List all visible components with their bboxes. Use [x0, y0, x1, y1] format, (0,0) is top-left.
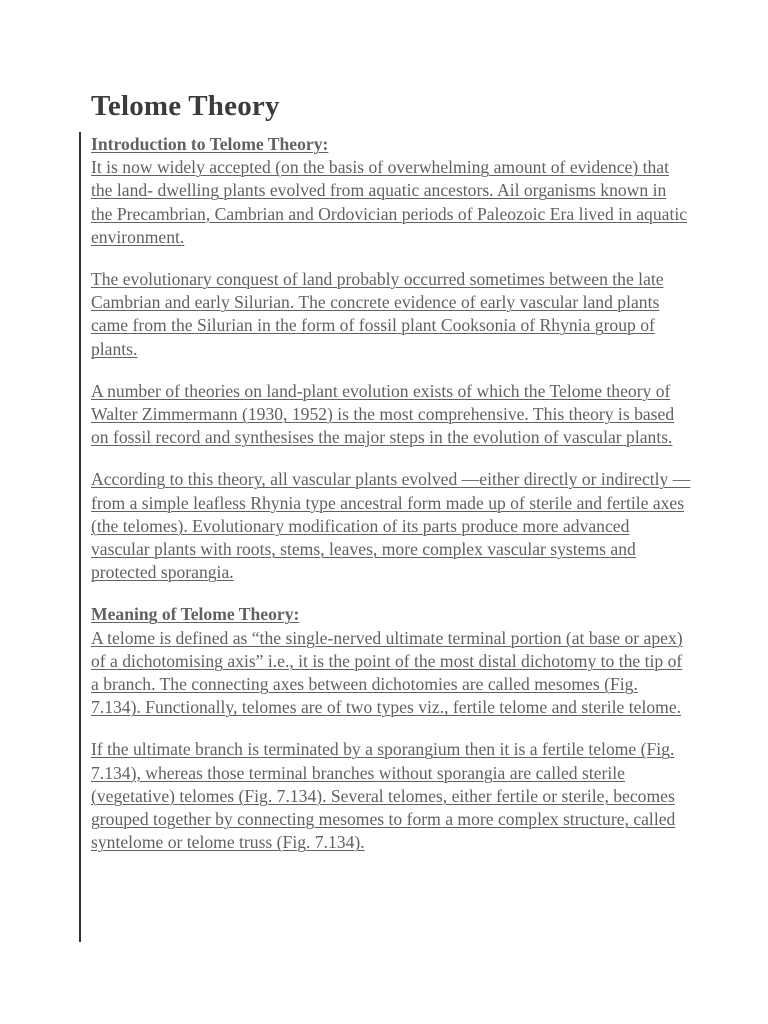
- paragraph: The evolutionary conquest of land probably occurred sometimes between the late Cambrian and early Silurian. The concrete evidence of early vascular land plants came from the Silurian in the form of fossil plant Cooksonia of Rhynia group of plants.: [91, 269, 664, 359]
- section-heading-meaning: Meaning of Telome Theory:: [91, 604, 300, 625]
- document-body: [91, 133, 691, 873]
- paragraph: If the ultimate branch is terminated by a sporangium then it is a fertile telome (Fig. 7.134), whereas those terminal branches without sporangia are called sterile (vegetative) telomes (Fig. 7.134). Several telomes, either fertile or sterile, becomes grouped together by connecting mesomes to form a more complex structure, called syntelome or telome truss (Fig. 7.134).: [91, 739, 676, 853]
- section-meaning: [91, 603, 691, 854]
- page-title: Telome Theory: [91, 90, 280, 122]
- paragraph: It is now widely accepted (on the basis of overwhelming amount of evidence) that the land- dwelling plants evolved from aquatic ancestors. Ail organisms known in the Precambrian, Cambrian and Ordovician periods of Paleozoic Era lived in aquatic environment.: [91, 157, 688, 247]
- paragraph: According to this theory, all vascular plants evolved —either directly or indirectly — from a simple leafless Rhynia type ancestral form made up of sterile and fertile axes (the telomes). Evolutionary modification of its parts produce more advanced vascular plants with roots, stems, leaves, more complex vascular systems and protected sporangia.: [91, 469, 691, 583]
- section-heading-introduction: Introduction to Telome Theory:: [91, 134, 329, 154]
- paragraph: A telome is defined as “the single-nerved ultimate terminal portion (at base or apex) of a dichotomising axis” i.e., it is the point of the most distal dichotomy to the tip of a branch. The connecting axes between dichotomies are called mesomes (Fig. 7.134). Functionally, telomes are of two types viz., fertile telome and sterile telome.: [91, 627, 683, 718]
- section-introduction: [91, 133, 691, 584]
- paragraph: A number of theories on land-plant evolution exists of which the Telome theory of Walter Zimmermann (1930, 1952) is the most comprehensive. This theory is based on fossil record and synthesises the major steps in the evolution of vascular plants.: [91, 380, 675, 448]
- revision-change-bar: [79, 132, 81, 942]
